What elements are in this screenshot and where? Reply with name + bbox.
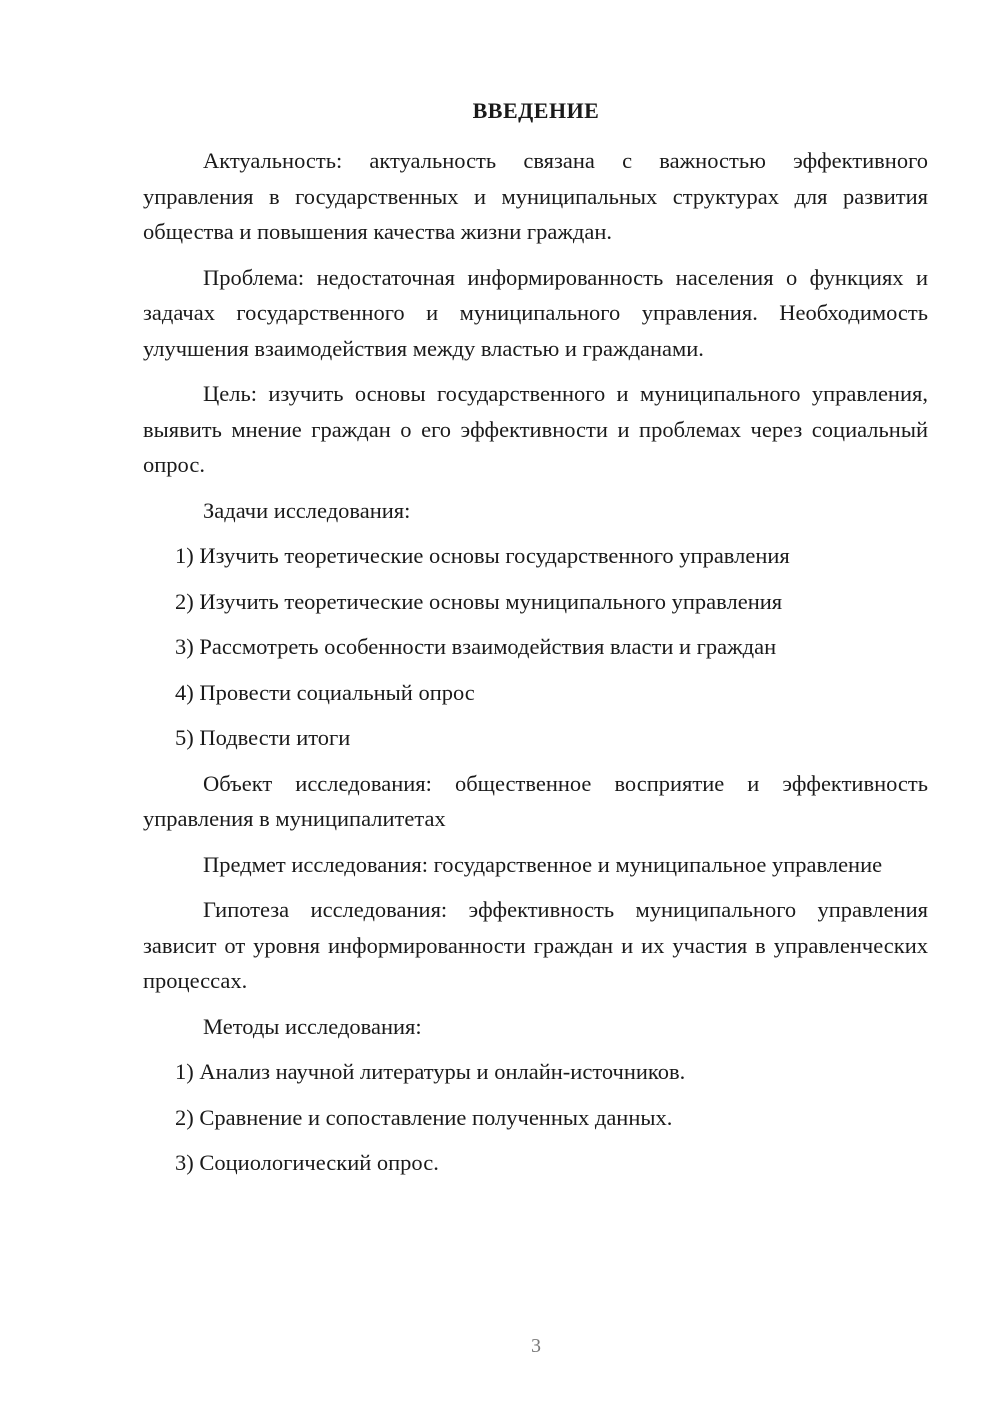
paragraph-relevance: Актуальность: актуальность связана с важностью эффективного управления в государственных и муниципальных структурах для развития общества и повышения качества жизни граждан. bbox=[143, 148, 928, 244]
paragraph-subject: Предмет исследования: государственное и муниципальное управление bbox=[203, 851, 883, 877]
paragraph-object: Объект исследования: общественное восприятие и эффективность управления в муниципалитетах bbox=[143, 770, 928, 831]
section-title: ВВЕДЕНИЕ bbox=[472, 98, 600, 123]
tasks-heading: Задачи исследования: bbox=[203, 497, 411, 523]
page-number: 3 bbox=[531, 1335, 541, 1357]
task-item: 1) Изучить теоретические основы государственного управления bbox=[175, 543, 790, 568]
methods-heading: Методы исследования: bbox=[203, 1013, 422, 1039]
task-item: 2) Изучить теоретические основы муниципального управления bbox=[175, 588, 783, 614]
method-item: 3) Социологический опрос. bbox=[175, 1150, 439, 1175]
task-item: 3) Рассмотреть особенности взаимодействия власти и граждан bbox=[175, 634, 777, 659]
paragraph-goal: Цель: изучить основы государственного и муниципального управления, выявить мнение граждан о его эффективности и проблемах через социальный опрос. bbox=[143, 381, 928, 477]
paragraph-problem: Проблема: недостаточная информированность населения о функциях и задачах государственного и муниципального управления. Необходимость улучшения взаимодействия между властью и гражданами. bbox=[143, 264, 928, 361]
task-item: 5) Подвести итоги bbox=[175, 725, 351, 750]
paragraph-hypothesis: Гипотеза исследования: эффективность муниципального управления зависит от уровня информированности граждан и их участия в управленческих процессах. bbox=[143, 897, 928, 993]
task-item: 4) Провести социальный опрос bbox=[175, 679, 475, 705]
document-body bbox=[143, 143, 928, 1191]
method-item: 2) Сравнение и сопоставление полученных данных. bbox=[175, 1104, 673, 1130]
method-item: 1) Анализ научной литературы и онлайн-источников. bbox=[175, 1059, 686, 1084]
